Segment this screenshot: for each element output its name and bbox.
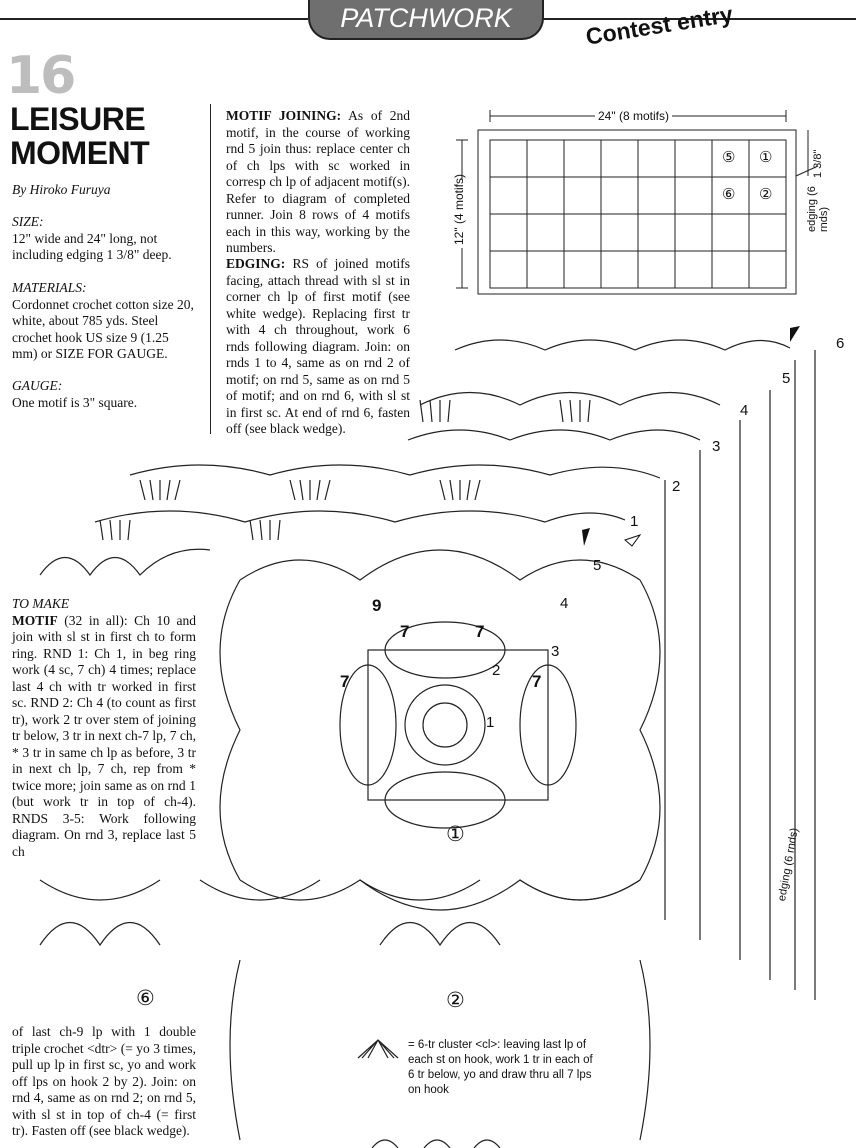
motif-round-1-label: 1 xyxy=(486,714,495,731)
runner-height-label: 12" (4 motifs) xyxy=(452,174,466,245)
edging-row-3-top xyxy=(408,430,700,440)
cluster-legend: = 6-tr cluster <cl>: leaving last lp of each st on hook, work 1 tr in each of 6 tr below, yo and draw thru all 7 lps on hook xyxy=(408,1039,593,1096)
layout-marker-1: ① xyxy=(759,149,773,166)
motif-marker-2: ② xyxy=(446,989,465,1012)
layout-marker-6: ⑥ xyxy=(722,186,736,203)
black-wedge-top xyxy=(790,326,800,342)
gauge-heading: GAUGE: xyxy=(12,378,63,393)
materials-text: Cordonnet crochet cotton size 20, white, about 785 yds. Steel crochet hook US size 9 (1.25 mm) or SIZE FOR GAUGE. xyxy=(12,296,194,361)
bottom-scallops xyxy=(372,1140,500,1148)
layout-marker-5: ⑤ xyxy=(722,149,736,166)
motif-round-9-label: 9 xyxy=(372,596,382,615)
edging-heading: EDGING: xyxy=(226,256,286,271)
to-make-continued: of last ch-9 lp with 1 double triple crochet <dtr> (= yo 3 times, pull up lp in first sc, yo and work off lps on hook 2 by 2). Join: on rnd 4, same as on rnd 2; on rnd 5, with sl st in top of ch-4 (= first tr). Fasten off (see black wedge). xyxy=(12,1024,196,1138)
chart-edging-label: edging (6 rnds) xyxy=(776,827,801,903)
size-text: 12" wide and 24" long, not including edging 1 3/8" deep. xyxy=(12,230,172,262)
section-tab: PATCHWORK xyxy=(308,0,544,40)
motif-row-2-top xyxy=(40,880,640,900)
title-line-1: LEISURE xyxy=(10,101,146,137)
edging-round-3-label: 3 xyxy=(712,438,721,455)
to-make-heading: TO MAKE xyxy=(12,596,70,611)
runner-edging-label: edging (6 rnds) xyxy=(806,186,830,232)
edging-row-1-top xyxy=(95,511,625,522)
motif-round-5-label: 5 xyxy=(593,557,602,574)
motif-1-rnd-5-left xyxy=(220,580,240,880)
edging-text: RS of joined motifs facing, attach thread with sl st in corner ch lp of first motif (see white wedge). Replacing first tr with 4 ch throughout, work 6 rnds following diagram. Join: on rnds 1 to 4, same as on rnd 2 of motif; on rnd 5, same as on rnd 5 of motif; and on rnd 6, with sl st in first sc. At end of rnd 6, fasten off (see black wedge). xyxy=(226,256,410,436)
motif-1-rnd-5-bottom xyxy=(240,880,640,910)
edging-row-2-top xyxy=(130,465,660,478)
title-line-2: MOMENT xyxy=(10,135,150,171)
edging-row-6-top xyxy=(455,340,790,350)
byline: By Hiroko Furuya xyxy=(12,182,111,197)
motif-joining-text: As of 2nd motif, in the course of working rnd 5 join thus: replace center ch of ch lps with sc worked in corresp ch lp of adjacent motif(s). Refer to diagram of completed runner. Join 8 rows of 4 motifs each in this way, working by the numbers. xyxy=(226,108,411,255)
edging-round-4-label: 4 xyxy=(740,402,749,419)
motif-1-rnd-5-right xyxy=(640,580,660,880)
edging-round-6-label: 6 xyxy=(836,335,845,352)
white-wedge xyxy=(625,535,640,546)
edging-round-2-label: 2 xyxy=(672,478,681,495)
edging-round-1-label: 1 xyxy=(630,513,639,530)
runner-width-label: 24" (8 motifs) xyxy=(598,109,669,123)
motif-round-2-label: 2 xyxy=(492,662,501,679)
size-heading: SIZE: xyxy=(12,214,44,229)
motif-1-center-ring xyxy=(423,703,467,747)
black-wedge-motif xyxy=(582,528,590,546)
contest-entry-label: Contest entry xyxy=(584,0,735,50)
layout-marker-2: ② xyxy=(759,186,773,203)
motif-marker-6: ⑥ xyxy=(136,987,155,1010)
motif-marker-1: ① xyxy=(446,823,465,846)
motif-1-rnd-5-top xyxy=(240,550,640,580)
motif-round-7-label-d: 7 xyxy=(532,672,542,691)
motif-heading: MOTIF xyxy=(12,612,58,628)
motif-round-7-label-c: 7 xyxy=(340,672,350,691)
to-make-section xyxy=(12,596,196,860)
motif-round-3-label: 3 xyxy=(551,643,560,660)
motif-round-4-label: 4 xyxy=(560,595,569,612)
motif-1-square xyxy=(368,650,548,800)
pattern-number: 16 xyxy=(6,46,75,106)
motif-round-7-label-b: 7 xyxy=(475,622,485,641)
edging-round-5-label: 5 xyxy=(782,370,791,387)
runner-edging-depth: 1 3/8" xyxy=(812,149,824,178)
top-stitch-fans xyxy=(100,400,590,540)
motif-joining-heading: MOTIF JOINING: xyxy=(226,108,342,123)
edging-left-arc xyxy=(40,549,210,575)
motif-row-2-arcs xyxy=(40,923,500,946)
cluster-symbol xyxy=(358,1040,398,1058)
motif-text: (32 in all): Ch 10 and join with sl st in first ch to form ring. RND 1: Ch 1, in beg ring work (4 sc, 7 ch) 4 times; replace last 4 ch with tr worked in first sc. RND 2: Ch 4 (to count as first tr), work 2 tr over stem of joining tr below, 3 tr in next ch-7 lp, 7 ch, * 3 tr in same ch lp as before, 3 tr in next ch lp, 7 ch, rep from * twice more; join same as on rnd 1 (but work tr in top of ch-4). RNDS 3-5: Work following diagram. On rnd 3, replace last 5 ch xyxy=(12,612,197,859)
gauge-text: One motif is 3" square. xyxy=(12,394,138,410)
motif-1-rnd-2 xyxy=(405,685,485,765)
motif-round-7-label-a: 7 xyxy=(400,622,410,641)
materials-heading: MATERIALS: xyxy=(12,280,87,295)
